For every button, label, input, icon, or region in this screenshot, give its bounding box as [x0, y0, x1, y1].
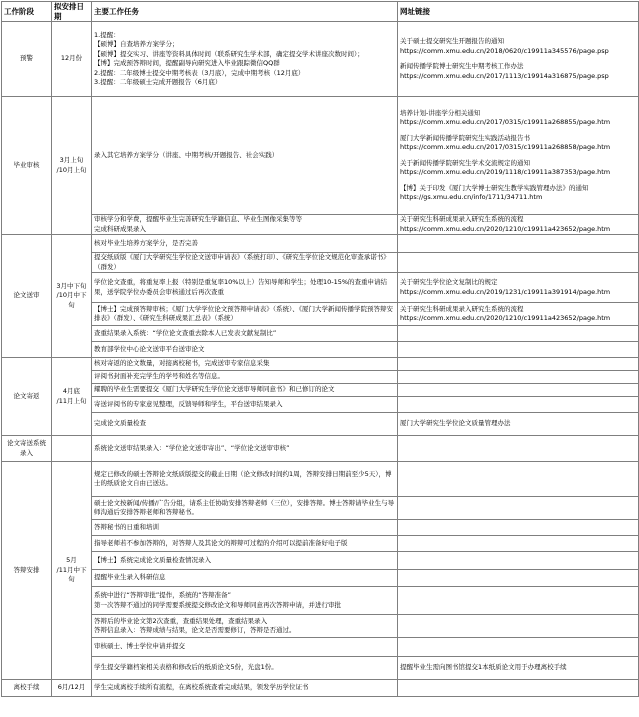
workflow-table [1, 1, 639, 697]
link-cell [398, 570, 639, 587]
table-row [2, 342, 639, 358]
link-cell [398, 638, 639, 657]
table-row [2, 215, 639, 235]
table-row [2, 397, 639, 413]
task-cell: 寄送评阅书的专家意见整理，反馈导师和学生，平台送审结果录入 [92, 397, 398, 413]
link-cell [398, 615, 639, 638]
task-cell: 评阅书封面补充完学生的学号和姓名等信息。 [92, 371, 398, 384]
task-cell: 核对寄返的论文数量，对接离校秘书，完成送审专家信息采集 [92, 358, 398, 371]
table-row [2, 657, 639, 680]
link-cell [398, 520, 639, 536]
task-cell: 【博士】系统完成论文质量检查情况录入 [92, 552, 398, 570]
link-cell[interactable]: 关于研究生科研成果录入研究生系统的流程 https://comm.xmu.edu.cn/2020/1210/c19911a423652/page.htm [398, 303, 639, 326]
table-body [2, 22, 639, 697]
link-cell [398, 397, 639, 413]
task-cell: 指导老师若不参加答辩的，对答辩人及其论文的辩辩可过程的介绍可以提前准备好电子版 [92, 536, 398, 552]
link-cell [398, 342, 639, 358]
link-cell[interactable]: 关于硕士提交研究生开题报告的通知 https://comm.xmu.edu.cn/2018/0620/c19911a345576/page.psp 新闻传播学院博士研究生中期考核工作办法 https://comm.xmu.edu.cn/2017/1113/c19914a316875/page.psp [398, 22, 639, 97]
stage-cell: 毕业审核 [2, 97, 52, 235]
link-cell [398, 253, 639, 273]
link-cell [398, 384, 639, 397]
table-header-row [2, 2, 639, 22]
task-cell: 学生完成离校手续所有流程，在离校系统查看完成结果，领发学历学位证书 [92, 680, 398, 697]
date-cell: 12月份 [52, 22, 92, 97]
link-cell [398, 536, 639, 552]
task-cell: 学位论文查重，将重复率上报（特别是重复率10%以上）告知导师和学生；处理10-15%的查重申请结果，送学院学位办委员会审核通过后再次查重 [92, 273, 398, 303]
stage-cell: 离校手续 [2, 680, 52, 697]
date-cell: 3月中下旬 /10月中下旬 [52, 235, 92, 358]
task-cell: 录入其它培养方案学分（讲座、中期考核/开题报告、社会实践） [92, 97, 398, 215]
link-cell: 提醒毕业生需向图书馆提交1本纸质论文用于办理离校手续 [398, 657, 639, 680]
table-row [2, 303, 639, 326]
task-cell: 耀聘的毕业生需要提交《厦门大学研究生学位论文送审导师同意书》和已修订的论文 [92, 384, 398, 397]
table-row [2, 253, 639, 273]
link-cell [398, 552, 639, 570]
table-row [2, 680, 639, 697]
header-date: 拟安排日期 [52, 2, 92, 22]
table-row [2, 615, 639, 638]
link-cell: 厦门大学研究生学位论文质量管理办法 [398, 413, 639, 436]
table-row [2, 413, 639, 436]
task-cell: 硕士论文按新闻/传播/广告分组，请系主任协助安排答辩老师（三位），安排答辩。博士答辩请毕业生与导师沟通后安排答辩老师和答辩秘书。 [92, 497, 398, 520]
table-row [2, 520, 639, 536]
link-cell [398, 680, 639, 697]
link-cell [398, 462, 639, 497]
stage-cell: 论文寄送系统录入 [2, 436, 52, 462]
link-cell [398, 436, 639, 462]
task-cell: 核对毕业生培养方案学分，是否完善 [92, 235, 398, 253]
table-row [2, 497, 639, 520]
table-row [2, 273, 639, 303]
table-row [2, 371, 639, 384]
link-cell [398, 587, 639, 615]
link-cell [398, 326, 639, 342]
task-cell: 答辩秘书的日重和培训 [92, 520, 398, 536]
task-cell: 审核学分和学费，提醒毕业生完善研究生学籍信息、毕业生图像采集等等 完成科研成果录入 [92, 215, 398, 235]
link-cell [398, 235, 639, 253]
table-row [2, 462, 639, 497]
table-row [2, 384, 639, 397]
link-cell[interactable]: 关于研究生学位论文复制比的规定 https://comm.xmu.edu.cn/2019/1231/c19911a391914/page.htm [398, 273, 639, 303]
header-stage: 工作阶段 [2, 2, 52, 22]
link-cell[interactable]: 培养计划-讲座学分相关通知 https://comm.xmu.edu.cn/2017/0315/c19911a268855/page.htm 厦门大学新闻传播学院研究生实践活动报告书 https://comm.xmu.edu.cn/2017/0315/c19911a268858/page.htm 关于新闻传播学院研究生学术交流规定的通知 https://comm.xmu.edu.cn/2019/1118/c19911a387353/page.htm 【博】关于印发《厦门大学博士研究生教学实践管理办法》的通知 https://gs.xmu.edu.cn/info/1711/34711.htm [398, 97, 639, 215]
table-row [2, 638, 639, 657]
table-row [2, 22, 639, 97]
table-row [2, 235, 639, 253]
date-cell: 3月上旬 /10月上旬 [52, 97, 92, 235]
stage-cell: 预警 [2, 22, 52, 97]
task-cell: 系统中进行“答辩审批”提作，系统的“答辩准备” 第一次答辩不通过的同学需要系统提交修改论文和导师同意再次答辩申请，并进行审批 [92, 587, 398, 615]
task-cell: 完成论文质量检查 [92, 413, 398, 436]
task-cell: 提醒毕业生录入科研信息 [92, 570, 398, 587]
link-cell [398, 371, 639, 384]
task-cell: 系统论文送审结果录入：“学位论文送审寄出”、“学位论文送审审核” [92, 436, 398, 462]
header-task: 主要工作任务 [92, 2, 398, 22]
stage-cell: 答辩安排 [2, 462, 52, 680]
stage-cell: 论文寄返 [2, 358, 52, 436]
task-cell: 规定已修改的硕士答辩论文纸质版提交的截止日期（论文修改时间约1周，答辩安排日期前至少5天），博士的纸质论文自由已送达。 [92, 462, 398, 497]
task-cell: 教育部学位中心论文送审平台送审论文 [92, 342, 398, 358]
table-row [2, 326, 639, 342]
date-cell: 6月/12月 [52, 680, 92, 697]
task-cell: 查重结果录入系统：“学位论文查重去除本人已发表文献复制比” [92, 326, 398, 342]
date-cell: 4月底 /11月上旬 [52, 358, 92, 436]
table-row [2, 552, 639, 570]
task-cell: 【博士】完成预答辩审核；《厦门大学学位论文预答辩申请表》（系统）、《厦门大学新闻传播学院预答辩安排表》（群发）、《研究生科研成果汇总表》（系统） [92, 303, 398, 326]
task-cell: 1.提醒： 【硕博】自查培养方案学分； 【硕博】提交实习、讲座等资料具体时间（联系研究生学术部，确定提交学术讲座次数时间）； 【博】完成预答辩时间，提醒副导向研究进入毕业跟踪微信QQ群 2.提醒：二年级博士提交中期考核表（3月底），完成中期考核（12月底） 3.提醒：二年级硕士完成开题报告（6月底） [92, 22, 398, 97]
link-cell [398, 358, 639, 371]
table-row [2, 97, 639, 215]
task-cell: 答辩后的毕业论文第2次查重，查重结果处理，查重结果录入 答辩信息录入：答辩成绩与结果，论文是否需要修订，答辩是否通过。 [92, 615, 398, 638]
date-cell [52, 436, 92, 462]
task-cell: 提交纸质版《厦门大学研究生学位论文送审申请表》（系统打印）、《研究生学位论文规范化审查承诺书》（群发） [92, 253, 398, 273]
table-row [2, 536, 639, 552]
task-cell: 审核硕士、博士学位申请并提交 [92, 638, 398, 657]
date-cell: 5月 /11月中下旬 [52, 462, 92, 680]
header-link: 网址链接 [398, 2, 639, 22]
table-row [2, 358, 639, 371]
link-cell [398, 497, 639, 520]
table-row [2, 436, 639, 462]
link-cell[interactable]: 关于研究生科研成果录入研究生系统的流程 https://comm.xmu.edu.cn/2020/1210/c19911a423652/page.htm [398, 215, 639, 235]
task-cell: 学生提交学籍档案相关表格和修改后的纸质论文5份，光盘1份。 [92, 657, 398, 680]
stage-cell: 论文送审 [2, 235, 52, 358]
table-row [2, 570, 639, 587]
table-row [2, 587, 639, 615]
